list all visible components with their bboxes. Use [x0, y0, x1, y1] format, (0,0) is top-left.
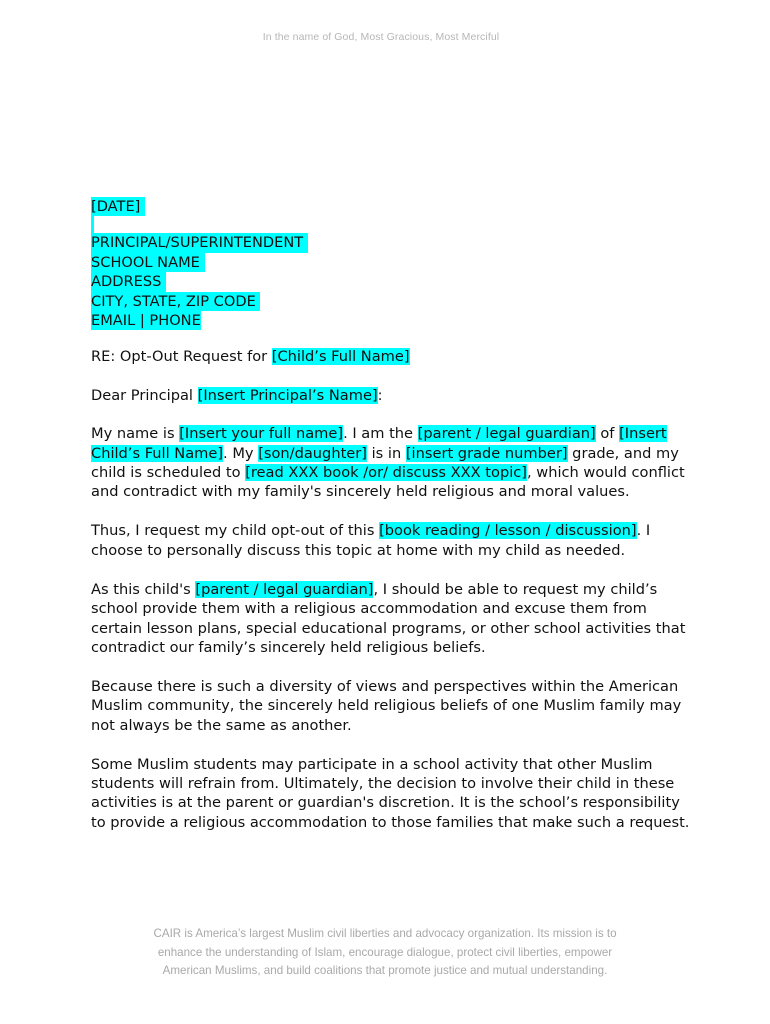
address-placeholder[interactable]: ADDRESS [91, 273, 166, 291]
para2-text-2: . I choose to personally discuss this topic at home with my child as needed. [91, 522, 651, 559]
subject-line [91, 347, 691, 366]
lesson-type-placeholder[interactable]: [book reading / lesson / discussion] [379, 522, 637, 540]
parent-guardian-placeholder-2[interactable]: [parent / legal guardian] [195, 580, 374, 598]
header-bismillah: In the name of God, Most Gracious, Most Merciful [262, 31, 500, 43]
parent-guardian-placeholder[interactable]: [parent / legal guardian] [417, 425, 596, 443]
para1-text-6: grade, and my child is scheduled to [91, 444, 679, 482]
paragraph-accommodation [91, 580, 691, 658]
para1-text-1: My name is [91, 425, 180, 443]
email-phone-placeholder[interactable]: EMAIL | PHONE [91, 312, 201, 330]
school-name-placeholder[interactable]: SCHOOL NAME [91, 253, 205, 271]
your-name-placeholder[interactable]: [Insert your full name] [179, 425, 344, 443]
grade-number-placeholder[interactable]: [insert grade number] [405, 444, 568, 462]
paragraph-diversity: Because there is such a diversity of views and perspectives within the American Muslim community, the sincerely held religious beliefs of one Muslim family may not always be the same as another. [91, 677, 682, 734]
recipient-address-block [91, 197, 691, 330]
para1-text-7: , which would conflict and contradict with my family's sincerely held religious and moral values. [91, 464, 685, 501]
para2-text-1: Thus, I request my child opt-out of this [91, 522, 380, 540]
principal-name-placeholder[interactable]: [Insert Principal’s Name] [197, 386, 378, 404]
child-name-placeholder[interactable]: [Child’s Full Name] [271, 348, 410, 366]
paragraph-introduction [91, 424, 691, 502]
son-daughter-placeholder[interactable]: [son/daughter] [258, 444, 367, 462]
subject-prefix: RE: Opt-Out Request for [91, 348, 272, 366]
para1-text-4: . My [223, 444, 259, 462]
paragraph-opt-out-request [91, 521, 691, 560]
date-placeholder[interactable]: [DATE] [91, 198, 145, 215]
paragraph-discretion: Some Muslim students may participate in a school activity that other Muslim students will refrain from. Ultimately, the decision to involve their child in these activities is at the parent or guardian's discretion. It is the school’s responsibility to provide a religious accommodation to those families that make such a request. [91, 755, 690, 831]
para1-text-5: is in [366, 444, 406, 462]
salutation [91, 386, 691, 405]
city-state-zip-placeholder[interactable]: CITY, STATE, ZIP CODE [91, 292, 261, 310]
footer-line-2: enhance the understanding of Islam, encourage dialogue, protect civil liberties, empower [157, 945, 613, 959]
para1-text-2: . I am the [343, 425, 418, 443]
child-full-name-placeholder[interactable]: [Insert Child’s Full Name] [91, 425, 667, 462]
footer-line-1: CAIR is America’s largest Muslim civil liberties and advocacy organization. Its mission is to [153, 927, 617, 940]
footer-mission-statement [0, 925, 770, 981]
letter-body [91, 197, 691, 852]
salutation-prefix: Dear Principal [91, 386, 198, 404]
para1-text-3: of [595, 425, 620, 443]
para3-text-1: As this child's [91, 580, 196, 598]
book-topic-placeholder[interactable]: [read XXX book /or/ discuss XXX topic] [245, 464, 527, 482]
salutation-suffix: : [377, 386, 383, 404]
principal-placeholder[interactable]: PRINCIPAL/SUPERINTENDENT [91, 234, 308, 252]
para3-text-2: , I should be able to request my child’s school provide them with a religious accommodation and excuse them from certain lesson plans, special educational programs, or other school activities that contradict our family’s sincerely held religious beliefs. [91, 580, 686, 656]
blank-placeholder-line[interactable] [91, 216, 94, 233]
footer-line-3: American Muslims, and build coalitions that promote justice and mutual understanding. [162, 964, 608, 978]
